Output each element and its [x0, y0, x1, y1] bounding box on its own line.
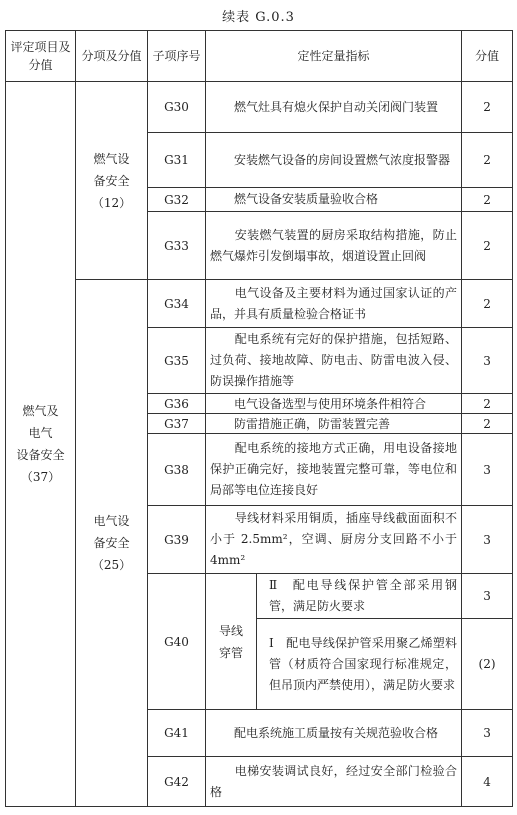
header-no: 子项序号: [148, 31, 206, 82]
item-label-line: 设备安全: [16, 448, 65, 462]
row-score: 2: [462, 212, 513, 280]
row-score: 3: [462, 506, 513, 574]
row-score: 4: [462, 757, 513, 807]
row-id: G40: [148, 574, 206, 710]
row-indicator: 导线材料采用铜质，插座导线截面面积不小于 2.5mm²，空调、厨房分支回路不小于 4mm²: [206, 506, 462, 574]
row-indicator: Ⅰ 配电导线保护管采用聚乙烯塑料管（材质符合国家现行标准规定，但吊顶内严禁使用），满足防火要求: [257, 619, 462, 710]
item-label-line: （37）: [20, 470, 61, 484]
group-label-line: 燃气设: [93, 151, 130, 166]
row-score: 3: [462, 328, 513, 394]
row-score: 2: [462, 394, 513, 414]
row-id: G32: [148, 188, 206, 212]
row-indicator: 电气设备及主要材料为通过国家认证的产品，并具有质量检验合格证书: [206, 280, 462, 328]
row-id: G35: [148, 328, 206, 394]
group-label-line: 备安全: [93, 173, 130, 188]
row-score: 2: [462, 133, 513, 188]
row-indicator: 安装燃气装置的厨房采取结构措施，防止燃气爆炸引发倒塌事故，烟道设置止回阀: [206, 212, 462, 280]
row-indicator: 防雷措施正确，防雷装置完善: [206, 414, 462, 434]
group-label-line: （25）: [91, 558, 132, 572]
row-indicator: 燃气灶具有熄火保护自动关闭阀门装置: [206, 82, 462, 133]
item-label-cell: [6, 82, 76, 807]
row-indicator: 安装燃气设备的房间设置燃气浓度报警器: [206, 133, 462, 188]
group-label-line: 电气设: [93, 514, 130, 528]
group-label-cell: [76, 280, 148, 807]
header-sub: 分项及分值: [76, 31, 148, 82]
row-score: 2: [462, 414, 513, 434]
sub-label-line: 导线: [218, 623, 243, 638]
row-indicator: 配电系统施工质量按有关规范验收合格: [206, 710, 462, 757]
row-id: G34: [148, 280, 206, 328]
row-indicator: 电梯安装调试良好，经过安全部门检验合格: [206, 757, 462, 807]
group-label-line: 备安全: [93, 536, 130, 550]
row-score: 2: [462, 82, 513, 133]
table-row: [6, 280, 513, 328]
row-score: (2): [462, 619, 513, 710]
group-label-cell: [76, 82, 148, 280]
row-indicator: 配电系统有完好的保护措施，包括短路、过负荷、接地故障、防电击、防雷电波入侵、防误操作措施等: [206, 328, 462, 394]
table-caption: 续表 G.0.3: [222, 10, 295, 25]
row-score: 3: [462, 574, 513, 619]
header-score: 分值: [462, 31, 513, 82]
header-indicator: 定性定量指标: [206, 31, 462, 82]
row-id: G42: [148, 757, 206, 807]
row-score: 2: [462, 280, 513, 328]
evaluation-table: [5, 30, 513, 807]
row-indicator: Ⅱ 配电导线保护管全部采用钢管，满足防火要求: [257, 574, 462, 619]
row-id: G39: [148, 506, 206, 574]
sub-label-cell: [206, 574, 257, 710]
row-id: G31: [148, 133, 206, 188]
row-id: G41: [148, 710, 206, 757]
row-score: 3: [462, 710, 513, 757]
header-item: 评定项目及分值: [6, 31, 76, 82]
item-label-line: 燃气及: [22, 404, 59, 418]
group-label-line: （12）: [91, 195, 132, 210]
row-score: 3: [462, 434, 513, 506]
row-id: G37: [148, 414, 206, 434]
row-indicator: 燃气设备安装质量验收合格: [206, 188, 462, 212]
table-header-row: [6, 31, 513, 82]
sub-label-line: 穿管: [218, 645, 243, 660]
row-id: G30: [148, 82, 206, 133]
table-row: [6, 82, 513, 133]
item-label-line: 电气: [28, 426, 53, 440]
row-indicator: 配电系统的接地方式正确，用电设备接地保护正确完好，接地装置完整可靠，等电位和局部等电位连接良好: [206, 434, 462, 506]
row-id: G36: [148, 394, 206, 414]
row-id: G33: [148, 212, 206, 280]
row-id: G38: [148, 434, 206, 506]
row-indicator: 电气设备选型与使用环境条件相符合: [206, 394, 462, 414]
row-score: 2: [462, 188, 513, 212]
